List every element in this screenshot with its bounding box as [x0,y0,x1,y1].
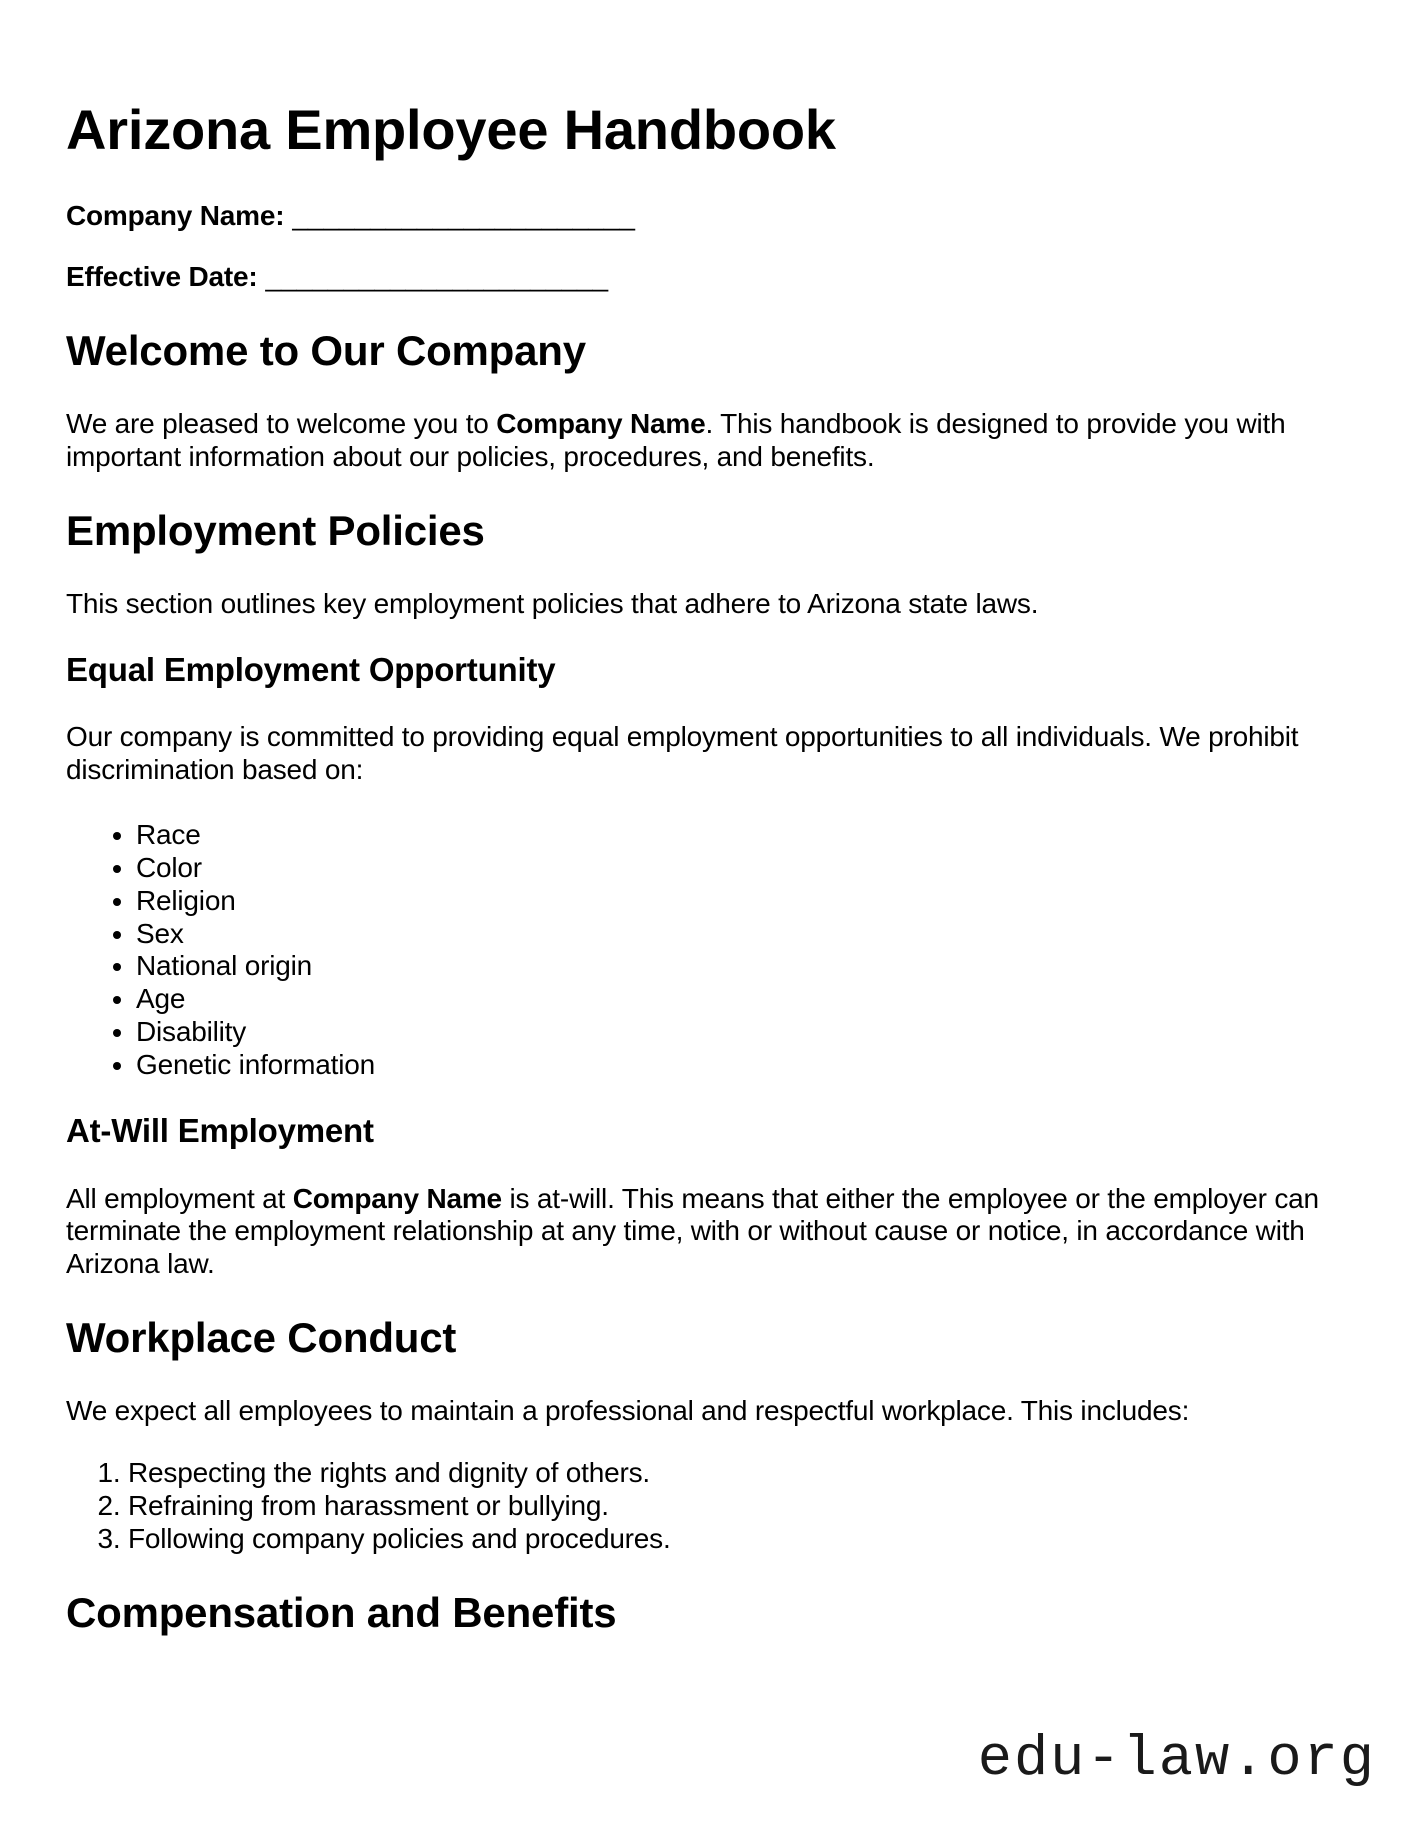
at-will-heading: At-Will Employment [66,1112,374,1150]
page-title: Arizona Employee Handbook [66,98,836,161]
effective-date-label: Effective Date: [66,260,258,292]
list-item: • Sex [136,918,1350,951]
list-item: • Color [136,852,1350,885]
workplace-conduct-list [66,1457,1350,1555]
welcome-heading: Welcome to Our Company [66,327,586,375]
workplace-conduct-heading: Workplace Conduct [66,1314,457,1362]
eeo-intro: Our company is committed to providing equal employment opportunities to all individuals. We prohibit discrimination based on: [66,721,1299,785]
list-item: • Genetic information [136,1049,1350,1082]
list-item: • Disability [136,1016,1350,1049]
list-item: 1. Respecting the rights and dignity of others. [128,1457,1350,1490]
list-item: • National origin [136,950,1350,983]
welcome-paragraph [66,408,1350,473]
effective-date-field [66,261,1350,293]
edu-law-watermark: edu-law.org [977,1728,1376,1792]
welcome-text-after: . This handbook is designed to provide you with important information about our policies, procedures, and benefits. [66,408,1286,472]
company-name-blank-line: ______________________ [292,200,635,232]
employment-policies-heading: Employment Policies [66,506,485,554]
list-item: • Race [136,819,1350,852]
eeo-heading: Equal Employment Opportunity [66,651,556,689]
list-item: • Age [136,983,1350,1016]
welcome-company-name-bold: Company Name [496,408,706,440]
employment-policies-intro: This section outlines key employment policies that adhere to Arizona state laws. [66,587,1039,619]
effective-date-blank-line: ______________________ [265,260,609,292]
company-name-label: Company Name: [66,200,285,232]
list-item: 2. Refraining from harassment or bullying. [128,1490,1350,1523]
at-will-text-before: All employment at [66,1182,293,1214]
at-will-company-name-bold: Company Name [292,1182,502,1214]
company-name-field [66,200,1350,232]
list-item: • Religion [136,885,1350,918]
workplace-conduct-intro: We expect all employees to maintain a professional and respectful workplace. This includes: [66,1394,1190,1426]
eeo-list [66,819,1350,1081]
at-will-text-after: is at-will. This means that either the employee or the employer can terminate the employment relationship at any time, with or without cause or notice, in accordance with Arizona law. [66,1182,1319,1279]
at-will-paragraph [66,1183,1350,1280]
compensation-heading: Compensation and Benefits [66,1589,617,1637]
list-item: 3. Following company policies and procedures. [128,1523,1350,1556]
welcome-text-before: We are pleased to welcome you to [66,408,497,440]
